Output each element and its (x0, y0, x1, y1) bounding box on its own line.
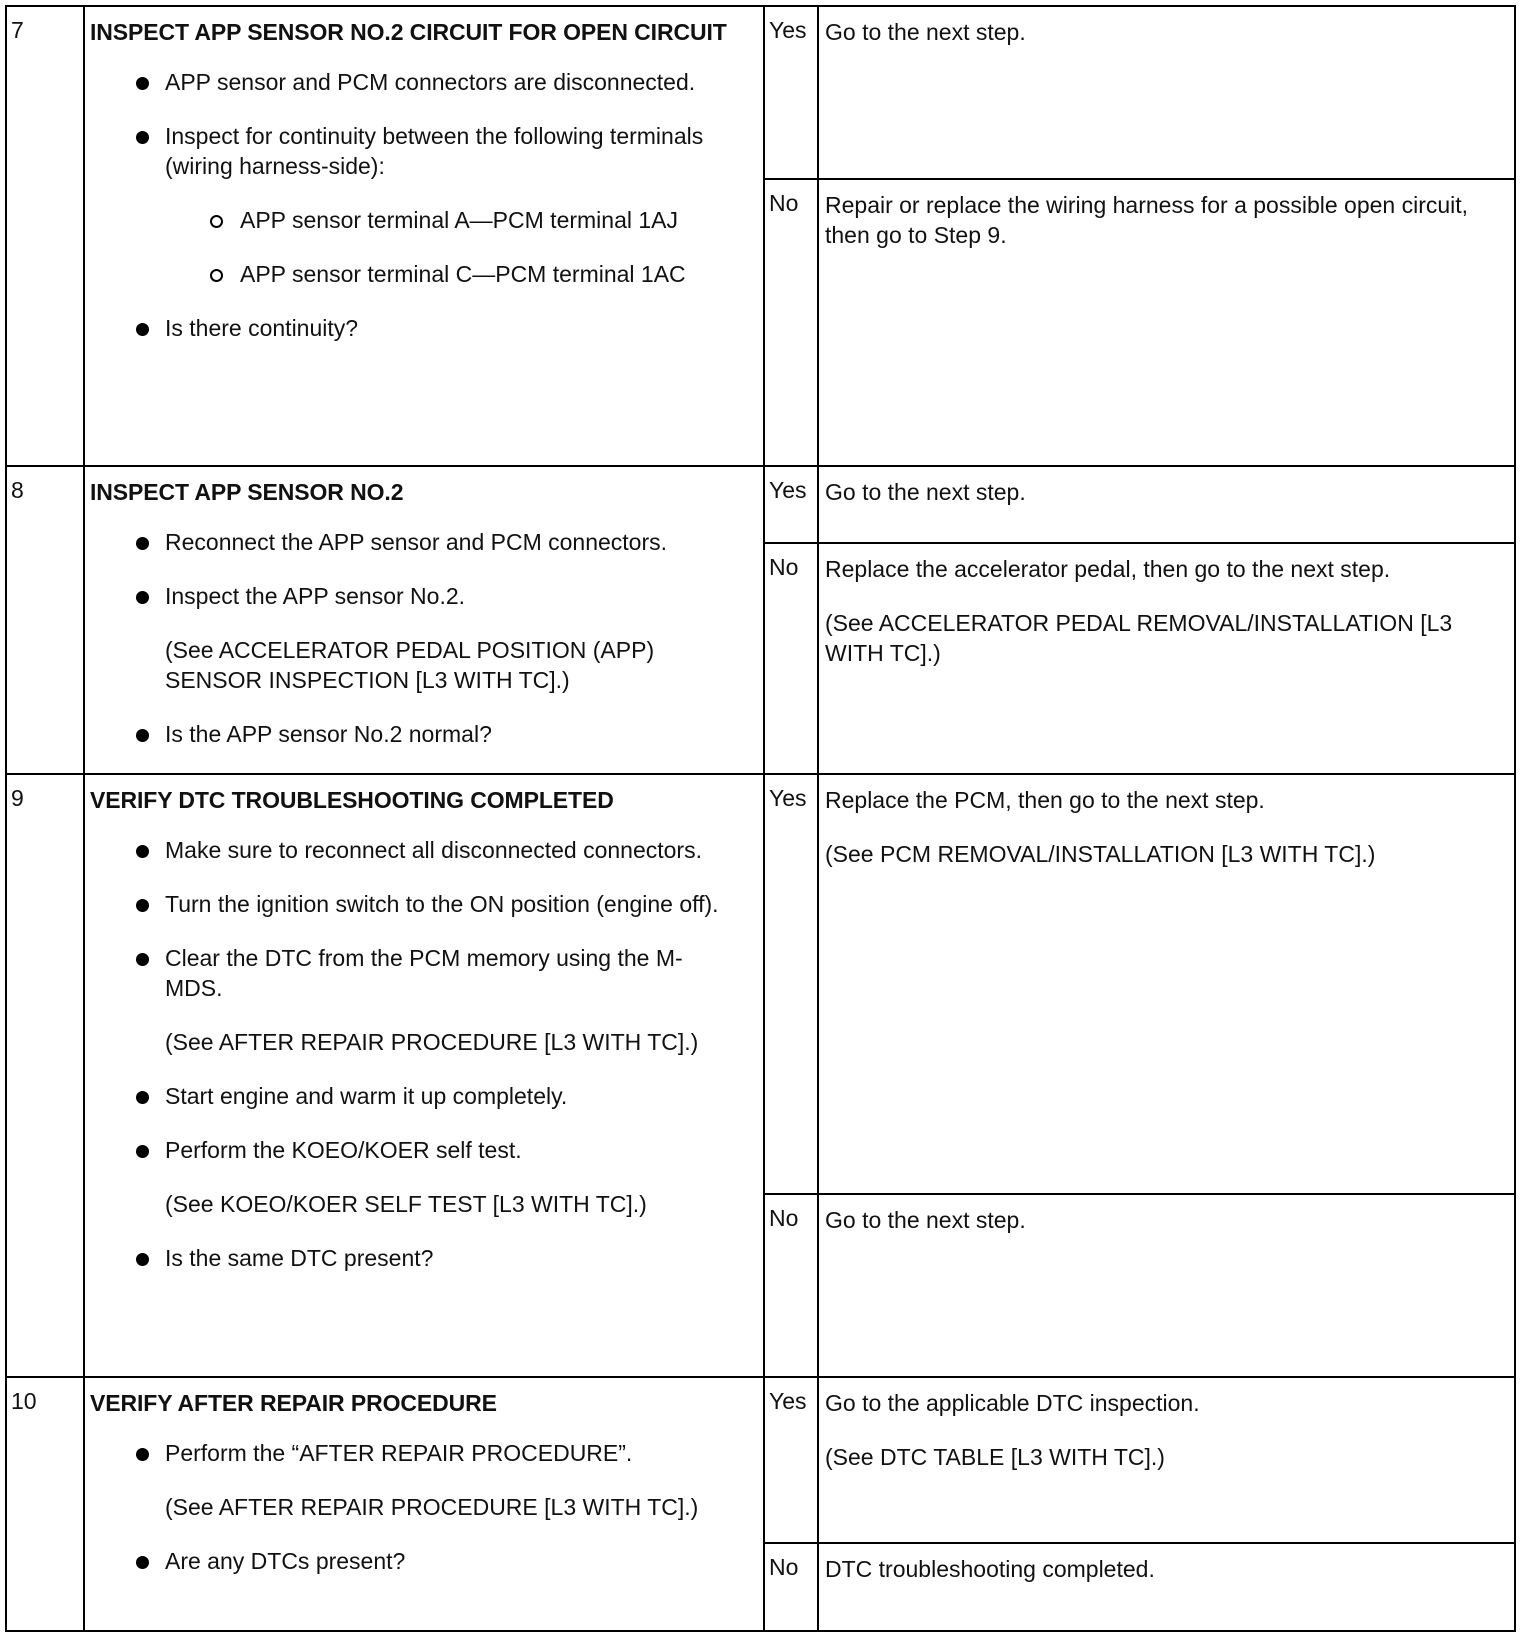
no-label: No (764, 543, 818, 774)
result-text: Go to the next step. (825, 479, 1026, 505)
yes-result (818, 1377, 1515, 1543)
bullet-list (90, 1081, 763, 1165)
bullet-list (90, 527, 763, 611)
no-result (818, 179, 1515, 466)
bullet-item: Turn the ignition switch to the ON position (engine off). (90, 889, 763, 919)
result-text: DTC troubleshooting completed. (825, 1556, 1155, 1582)
bullet-item: Inspect for continuity between the following terminals (wiring harness-side): (90, 121, 763, 181)
bullet-list (90, 313, 763, 343)
result-text: Go to the next step. (825, 1207, 1026, 1233)
bullet-item: Perform the “AFTER REPAIR PROCEDURE”. (90, 1438, 763, 1468)
result-text: Go to the next step. (825, 19, 1026, 45)
bullet-list (90, 1546, 763, 1576)
question-item: Are any DTCs present? (90, 1546, 763, 1576)
sub-bullet-list (90, 205, 763, 289)
bullet-list (90, 1243, 763, 1273)
reference-note: (See KOEO/KOER SELF TEST [L3 WITH TC].) (165, 1191, 647, 1217)
question-item: Is the APP sensor No.2 normal? (90, 719, 763, 749)
step-9-row-yes (6, 774, 1515, 1194)
yes-label: Yes (764, 6, 818, 179)
reference-note: (See AFTER REPAIR PROCEDURE [L3 WITH TC].) (165, 1029, 699, 1055)
result-reference: (See DTC TABLE [L3 WITH TC].) (825, 1444, 1165, 1470)
bullet-item: Make sure to reconnect all disconnected connectors. (90, 835, 763, 865)
step-instructions (84, 774, 764, 1377)
no-label: No (764, 179, 818, 466)
result-text: Repair or replace the wiring harness for a possible open circuit, then go to Step 9. (825, 192, 1469, 248)
no-result (818, 1543, 1515, 1631)
yes-result (818, 6, 1515, 179)
step-10-row-yes (6, 1377, 1515, 1543)
step-instructions (84, 6, 764, 466)
step-title: VERIFY DTC TROUBLESHOOTING COMPLETED (90, 787, 614, 813)
step-7-row-yes (6, 6, 1515, 179)
step-number: 9 (6, 774, 84, 1377)
yes-label: Yes (764, 774, 818, 1194)
step-title: INSPECT APP SENSOR NO.2 CIRCUIT FOR OPEN CIRCUIT (90, 19, 727, 45)
no-label: No (764, 1543, 818, 1631)
sub-bullet-item: APP sensor terminal A—PCM terminal 1AJ (90, 205, 763, 235)
yes-result (818, 466, 1515, 543)
bullet-item: Clear the DTC from the PCM memory using the M-MDS. (90, 943, 763, 1003)
yes-label: Yes (764, 1377, 818, 1543)
question-item: Is the same DTC present? (90, 1243, 763, 1273)
step-number: 7 (6, 6, 84, 466)
result-text: Replace the PCM, then go to the next step. (825, 787, 1265, 813)
bullet-list (90, 67, 763, 181)
step-8-row-yes (6, 466, 1515, 543)
bullet-item: Inspect the APP sensor No.2. (90, 581, 763, 611)
result-text: Replace the accelerator pedal, then go to the next step. (825, 555, 1391, 582)
step-instructions (84, 466, 764, 774)
bullet-item: Reconnect the APP sensor and PCM connectors. (90, 527, 763, 557)
result-reference: (See PCM REMOVAL/INSTALLATION [L3 WITH TC].) (825, 841, 1376, 867)
bullet-list (90, 835, 763, 1003)
result-text: Go to the applicable DTC inspection. (825, 1390, 1200, 1416)
step-title: VERIFY AFTER REPAIR PROCEDURE (90, 1390, 497, 1416)
sub-bullet-item: APP sensor terminal C—PCM terminal 1AC (90, 259, 763, 289)
reference-note: (See AFTER REPAIR PROCEDURE [L3 WITH TC].) (165, 1494, 699, 1520)
yes-label: Yes (764, 466, 818, 543)
step-number: 8 (6, 466, 84, 774)
bullet-list (90, 1438, 763, 1468)
yes-result (818, 774, 1515, 1194)
bullet-item: Perform the KOEO/KOER self test. (90, 1135, 763, 1165)
no-label: No (764, 1194, 818, 1377)
step-number: 10 (6, 1377, 84, 1631)
step-instructions (84, 1377, 764, 1631)
no-result (818, 543, 1515, 774)
bullet-item: Start engine and warm it up completely. (90, 1081, 763, 1111)
question-item: Is there continuity? (90, 313, 763, 343)
troubleshooting-table (5, 5, 1516, 1632)
result-reference: (See ACCELERATOR PEDAL REMOVAL/INSTALLATION [L3 WITH TC].) (825, 609, 1453, 666)
reference-note: (See ACCELERATOR PEDAL POSITION (APP) SENSOR INSPECTION [L3 WITH TC].) (165, 637, 655, 693)
bullet-item: APP sensor and PCM connectors are disconnected. (90, 67, 763, 97)
bullet-list (90, 719, 763, 749)
no-result (818, 1194, 1515, 1377)
step-title: INSPECT APP SENSOR NO.2 (90, 479, 404, 505)
